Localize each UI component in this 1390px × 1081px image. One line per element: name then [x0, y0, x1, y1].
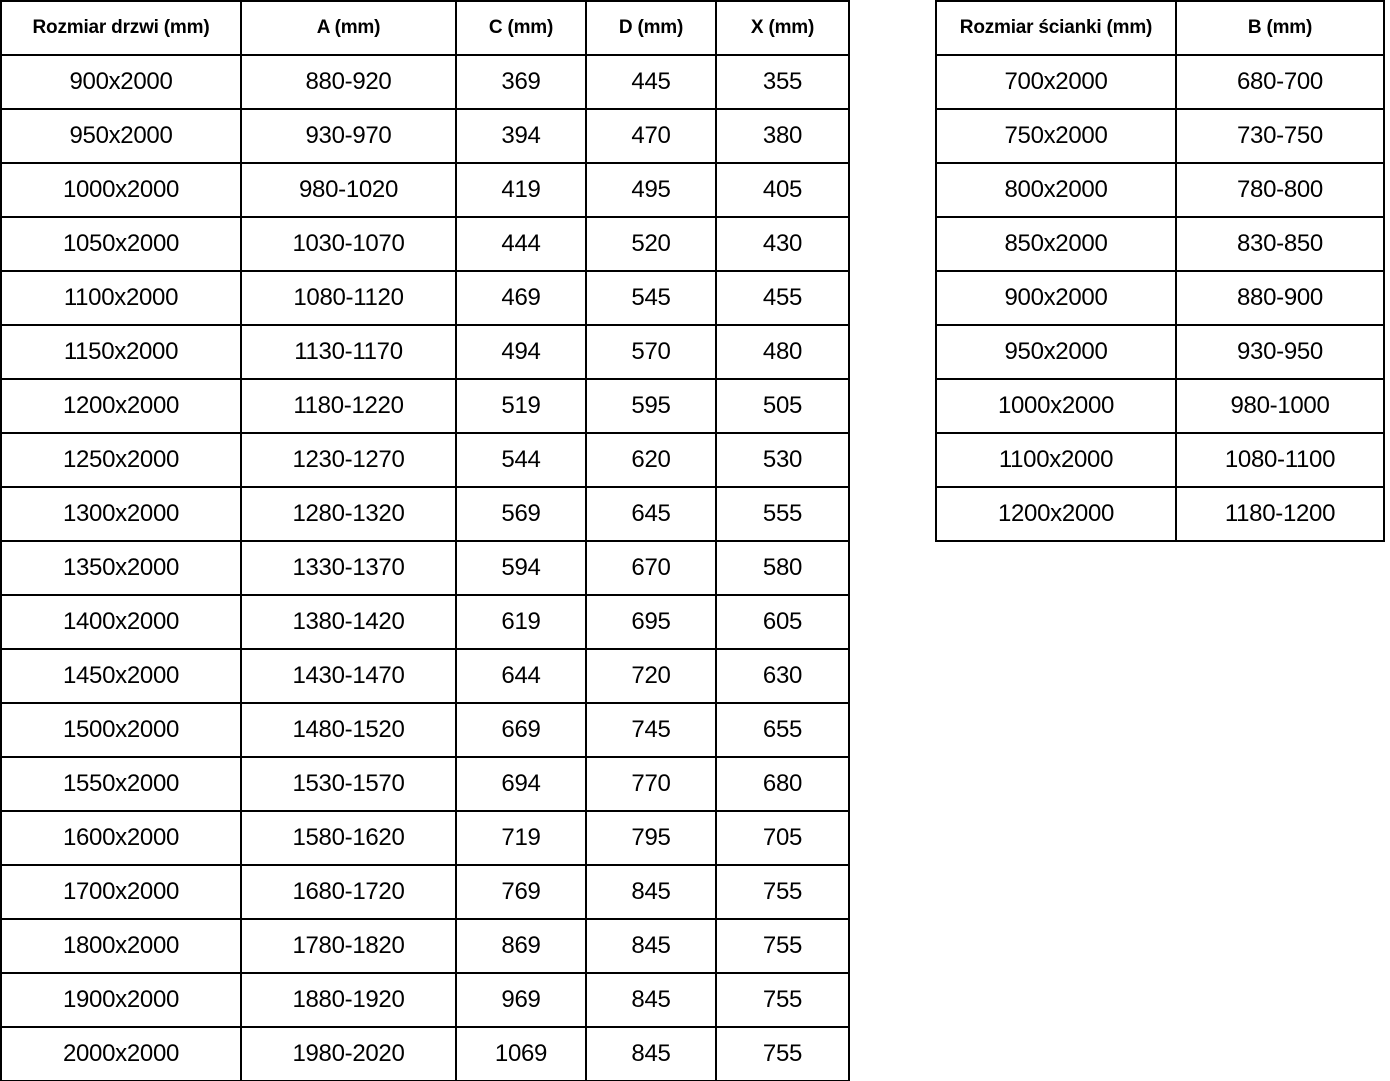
table-cell: 594	[456, 541, 586, 595]
table-cell: 555	[716, 487, 849, 541]
table-cell: 495	[586, 163, 716, 217]
table-cell: 755	[716, 865, 849, 919]
table-cell: 769	[456, 865, 586, 919]
table-cell: 430	[716, 217, 849, 271]
table-cell: 695	[586, 595, 716, 649]
table-cell: 545	[586, 271, 716, 325]
table-row	[1, 217, 849, 271]
table-cell: 680	[716, 757, 849, 811]
table-cell: 1430-1470	[241, 649, 456, 703]
table-cell: 900x2000	[1, 55, 241, 109]
table-cell: 1500x2000	[1, 703, 241, 757]
table-row	[936, 271, 1384, 325]
table-cell: 1900x2000	[1, 973, 241, 1027]
table-cell: 730-750	[1176, 109, 1384, 163]
table-cell: 380	[716, 109, 849, 163]
table-cell: 645	[586, 487, 716, 541]
door-size-table-body	[1, 55, 849, 1081]
table-cell: 1600x2000	[1, 811, 241, 865]
table-cell: 1980-2020	[241, 1027, 456, 1081]
wall-size-table	[935, 0, 1385, 542]
table-cell: 850x2000	[936, 217, 1176, 271]
table-cell: 1180-1200	[1176, 487, 1384, 541]
table-cell: 530	[716, 433, 849, 487]
table-cell: 670	[586, 541, 716, 595]
header-row	[1, 1, 849, 55]
table-row	[936, 379, 1384, 433]
table-cell: 580	[716, 541, 849, 595]
table-cell: 644	[456, 649, 586, 703]
table-cell: 1000x2000	[936, 379, 1176, 433]
table-row	[1, 109, 849, 163]
table-cell: 630	[716, 649, 849, 703]
table-cell: 719	[456, 811, 586, 865]
table-cell: 2000x2000	[1, 1027, 241, 1081]
table-cell: 880-900	[1176, 271, 1384, 325]
table-row	[1, 433, 849, 487]
table-cell: 780-800	[1176, 163, 1384, 217]
table-cell: 1080-1120	[241, 271, 456, 325]
table-row	[1, 487, 849, 541]
table-row	[1, 757, 849, 811]
table-cell: 930-950	[1176, 325, 1384, 379]
table-cell: 1080-1100	[1176, 433, 1384, 487]
table-cell: 755	[716, 1027, 849, 1081]
table-cell: 869	[456, 919, 586, 973]
table-cell: 445	[586, 55, 716, 109]
table-row	[1, 541, 849, 595]
table-cell: 569	[456, 487, 586, 541]
table-cell: 544	[456, 433, 586, 487]
table-cell: 355	[716, 55, 849, 109]
table-row	[936, 487, 1384, 541]
table-row	[1, 649, 849, 703]
table-cell: 1100x2000	[1, 271, 241, 325]
table-cell: 700x2000	[936, 55, 1176, 109]
table-cell: 930-970	[241, 109, 456, 163]
column-header: X (mm)	[716, 1, 849, 55]
table-cell: 1280-1320	[241, 487, 456, 541]
table-cell: 469	[456, 271, 586, 325]
table-cell: 720	[586, 649, 716, 703]
table-cell: 694	[456, 757, 586, 811]
table-cell: 1530-1570	[241, 757, 456, 811]
table-cell: 1880-1920	[241, 973, 456, 1027]
table-row	[1, 811, 849, 865]
table-cell: 1230-1270	[241, 433, 456, 487]
table-row	[1, 865, 849, 919]
table-row	[1, 55, 849, 109]
table-cell: 1100x2000	[936, 433, 1176, 487]
table-cell: 505	[716, 379, 849, 433]
table-cell: 1380-1420	[241, 595, 456, 649]
table-row	[1, 1027, 849, 1081]
table-cell: 1069	[456, 1027, 586, 1081]
table-cell: 419	[456, 163, 586, 217]
table-cell: 455	[716, 271, 849, 325]
table-cell: 1700x2000	[1, 865, 241, 919]
table-row	[936, 109, 1384, 163]
table-cell: 680-700	[1176, 55, 1384, 109]
table-cell: 470	[586, 109, 716, 163]
table-cell: 1400x2000	[1, 595, 241, 649]
table-cell: 394	[456, 109, 586, 163]
table-cell: 800x2000	[936, 163, 1176, 217]
table-cell: 1680-1720	[241, 865, 456, 919]
table-cell: 1330-1370	[241, 541, 456, 595]
table-row	[936, 433, 1384, 487]
table-cell: 880-920	[241, 55, 456, 109]
table-row	[1, 325, 849, 379]
table-cell: 605	[716, 595, 849, 649]
column-header: B (mm)	[1176, 1, 1384, 55]
table-row	[1, 703, 849, 757]
wall-size-table-body	[936, 55, 1384, 541]
column-header: D (mm)	[586, 1, 716, 55]
table-cell: 980-1000	[1176, 379, 1384, 433]
table-cell: 830-850	[1176, 217, 1384, 271]
table-row	[1, 973, 849, 1027]
table-cell: 795	[586, 811, 716, 865]
table-cell: 595	[586, 379, 716, 433]
table-cell: 620	[586, 433, 716, 487]
table-cell: 900x2000	[936, 271, 1176, 325]
table-cell: 669	[456, 703, 586, 757]
column-header: Rozmiar ścianki (mm)	[936, 1, 1176, 55]
table-row	[1, 163, 849, 217]
table-cell: 950x2000	[1, 109, 241, 163]
table-cell: 1350x2000	[1, 541, 241, 595]
table-cell: 1180-1220	[241, 379, 456, 433]
table-cell: 1030-1070	[241, 217, 456, 271]
table-row	[1, 379, 849, 433]
table-cell: 750x2000	[936, 109, 1176, 163]
table-cell: 969	[456, 973, 586, 1027]
table-row	[936, 55, 1384, 109]
table-cell: 1300x2000	[1, 487, 241, 541]
table-cell: 980-1020	[241, 163, 456, 217]
table-cell: 405	[716, 163, 849, 217]
table-cell: 520	[586, 217, 716, 271]
table-row	[1, 919, 849, 973]
table-cell: 1200x2000	[936, 487, 1176, 541]
table-cell: 845	[586, 919, 716, 973]
table-row	[936, 217, 1384, 271]
table-cell: 1580-1620	[241, 811, 456, 865]
table-cell: 1050x2000	[1, 217, 241, 271]
table-cell: 519	[456, 379, 586, 433]
table-cell: 1800x2000	[1, 919, 241, 973]
table-cell: 1450x2000	[1, 649, 241, 703]
table-cell: 745	[586, 703, 716, 757]
table-row	[1, 595, 849, 649]
table-cell: 845	[586, 865, 716, 919]
table-cell: 570	[586, 325, 716, 379]
column-header: Rozmiar drzwi (mm)	[1, 1, 241, 55]
column-header: A (mm)	[241, 1, 456, 55]
table-cell: 1150x2000	[1, 325, 241, 379]
table-cell: 444	[456, 217, 586, 271]
table-cell: 1000x2000	[1, 163, 241, 217]
header-row	[936, 1, 1384, 55]
wall-size-table-header	[936, 1, 1384, 55]
table-cell: 755	[716, 919, 849, 973]
table-cell: 705	[716, 811, 849, 865]
table-cell: 770	[586, 757, 716, 811]
table-row	[936, 325, 1384, 379]
table-cell: 755	[716, 973, 849, 1027]
door-size-table-header	[1, 1, 849, 55]
table-cell: 1480-1520	[241, 703, 456, 757]
table-cell: 494	[456, 325, 586, 379]
table-cell: 1130-1170	[241, 325, 456, 379]
table-cell: 1780-1820	[241, 919, 456, 973]
table-cell: 845	[586, 1027, 716, 1081]
table-cell: 619	[456, 595, 586, 649]
table-cell: 655	[716, 703, 849, 757]
table-cell: 480	[716, 325, 849, 379]
table-row	[1, 271, 849, 325]
table-cell: 845	[586, 973, 716, 1027]
table-cell: 1550x2000	[1, 757, 241, 811]
table-cell: 1250x2000	[1, 433, 241, 487]
table-cell: 950x2000	[936, 325, 1176, 379]
table-cell: 369	[456, 55, 586, 109]
table-row	[936, 163, 1384, 217]
column-header: C (mm)	[456, 1, 586, 55]
table-cell: 1200x2000	[1, 379, 241, 433]
